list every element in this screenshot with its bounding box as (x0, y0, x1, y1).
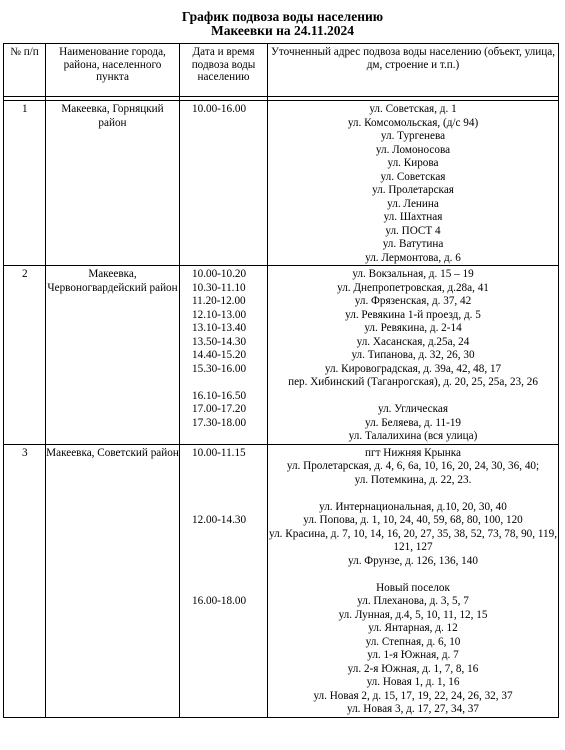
delivery-address: ул. Янтарная, д. 12 (368, 622, 458, 634)
delivery-time (180, 582, 267, 596)
row-number: 2 (4, 266, 46, 445)
delivery-address: ул. Ревякина 1-й проезд, д. 5 (345, 308, 481, 321)
row-location: Макеевка, Червоногвардейский район (46, 266, 180, 445)
delivery-address: ул. Степная, д. 6, 10 (365, 635, 461, 648)
delivery-time (180, 528, 267, 542)
delivery-address: ул. Комсомольская, (д/с 94) (347, 116, 479, 129)
delivery-address: ул. Углическая (377, 403, 449, 415)
delivery-address: ул. Фрунзе, д. 126, 136, 140 (348, 554, 478, 567)
delivery-address: ул. Шахтная (383, 211, 443, 223)
row-addresses (268, 101, 559, 266)
row-location: Макеевка, Советский район (46, 444, 180, 717)
delivery-address: ул. Хасанская, д.25а, 24 (356, 335, 470, 348)
delivery-time: 11.20-12.00 (192, 295, 246, 307)
delivery-address: ул. Советская, д. 1 (369, 103, 457, 115)
delivery-address (268, 487, 558, 501)
delivery-address (268, 390, 558, 404)
delivery-address: ул. Ленина (387, 197, 439, 210)
table-header-row (4, 44, 559, 97)
header-location: Наименование города, района, населенного пункта (46, 44, 180, 97)
delivery-address: ул. Советская (380, 170, 446, 183)
delivery-time: 13.50-14.30 (192, 335, 247, 348)
delivery-address: ул. Вокзальная, д. 15 – 19 (352, 268, 474, 280)
delivery-time: 13.10-13.40 (192, 322, 247, 334)
delivery-address: ул. Днепропетровская, д.28а, 41 (337, 281, 489, 294)
delivery-time (180, 474, 267, 488)
delivery-time: 16.10-16.50 (192, 389, 247, 402)
delivery-address: ул. Беляева, д. 11-19 (364, 416, 462, 429)
document-subtitle-date: Макеевки на 24.11.2024 (210, 23, 355, 38)
delivery-time (180, 487, 267, 501)
header-time: Дата и время подвоза воды населению (180, 44, 268, 97)
table-row (4, 101, 559, 266)
delivery-address: ул. Красина, д. 7, 10, 14, 16, 20, 27, 35, 38, 52, 73, 78, 90, 119, 121, 127 (268, 527, 558, 553)
delivery-address: ул. Лунная, д.4, 5, 10, 11, 12, 15 (338, 608, 488, 621)
delivery-address: ул. Новая 2, д. 15, 17, 19, 22, 24, 26, 32, 37 (313, 689, 513, 702)
document-title: График подвоза воды населению (181, 9, 384, 24)
delivery-address (268, 568, 558, 582)
delivery-address: ул. Плеханова, д. 3, 5, 7 (357, 595, 469, 607)
row-number: 1 (4, 101, 46, 266)
delivery-time: 10.00-11.15 (192, 446, 246, 459)
delivery-time: 16.00-18.00 (192, 595, 247, 607)
delivery-address: ул. Ватутина (382, 238, 444, 250)
row-times (180, 101, 268, 266)
table-row (4, 444, 559, 717)
delivery-address: ул. Талалихина (вся улица) (348, 430, 478, 442)
delivery-address: пгт Нижняя Крынка (365, 446, 461, 459)
delivery-time (180, 568, 267, 582)
delivery-time: 10.30-11.10 (192, 281, 246, 294)
delivery-time: 15.30-16.00 (192, 362, 247, 375)
delivery-time: 12.00-14.30 (192, 514, 247, 526)
delivery-time (180, 555, 267, 569)
delivery-address: ул. Фрязенская, д. 37, 42 (354, 295, 472, 307)
delivery-address: ул. Потемкина, д. 22, 23. (354, 473, 472, 486)
delivery-address: ул. Новая 1, д. 1, 16 (366, 676, 460, 688)
row-addresses (268, 444, 559, 717)
delivery-time (180, 376, 267, 390)
delivery-address: ул. Тургенева (380, 130, 446, 142)
row-times (180, 444, 268, 717)
delivery-address: ул. Пролетарская, д. 4, 6, 6а, 10, 16, 20, 24, 30, 36, 40; (286, 460, 540, 472)
delivery-address: ул. Типанова, д. 32, 26, 30 (351, 349, 475, 361)
delivery-address: ул. Ревякина, д. 2-14 (364, 322, 462, 334)
delivery-address: ул. Кирова (387, 157, 439, 169)
delivery-address: ул. Кировоградская, д. 39а, 42, 48, 17 (324, 362, 502, 375)
delivery-address: пер. Хибинский (Таганрогская), д. 20, 25, 25а, 23, 26 (288, 376, 538, 388)
delivery-time: 14.40-15.20 (192, 349, 247, 361)
row-addresses (268, 266, 559, 445)
delivery-address: ул. Лермонтова, д. 6 (365, 251, 461, 264)
delivery-address: ул. ПОСТ 4 (385, 224, 441, 237)
delivery-time: 17.00-17.20 (192, 403, 247, 415)
water-schedule-table (3, 43, 559, 718)
delivery-address: ул. 2-я Южная, д. 1, 7, 8, 16 (347, 662, 479, 675)
delivery-address: Новый поселок (376, 581, 450, 594)
row-times (180, 266, 268, 445)
delivery-time: 17.30-18.00 (192, 416, 247, 429)
delivery-address: ул. Попова, д. 1, 10, 24, 40, 59, 68, 80, 100, 120 (303, 514, 523, 526)
delivery-time: 10.00-16.00 (192, 103, 247, 115)
delivery-time (180, 501, 267, 515)
header-address: Уточненный адрес подвоза воды населению (объект, улица, дм, строение и т.п.) (268, 44, 559, 97)
header-number: № п/п (4, 44, 46, 97)
delivery-time: 10.00-10.20 (192, 268, 247, 280)
delivery-address: ул. 1-я Южная, д. 7 (367, 649, 459, 661)
row-location: Макеевка, Горняцкий район (46, 101, 180, 266)
row-number: 3 (4, 444, 46, 717)
delivery-address: ул. Новая 3, д. 17, 27, 34, 37 (347, 703, 479, 715)
delivery-time: 12.10-13.00 (192, 308, 247, 321)
delivery-time (180, 460, 267, 474)
delivery-address: ул. Пролетарская (372, 184, 454, 196)
table-row (4, 266, 559, 445)
delivery-time (180, 541, 267, 555)
delivery-address: ул. Интернациональная, д.10, 20, 30, 40 (319, 500, 507, 513)
delivery-address: ул. Ломоносова (375, 143, 451, 156)
